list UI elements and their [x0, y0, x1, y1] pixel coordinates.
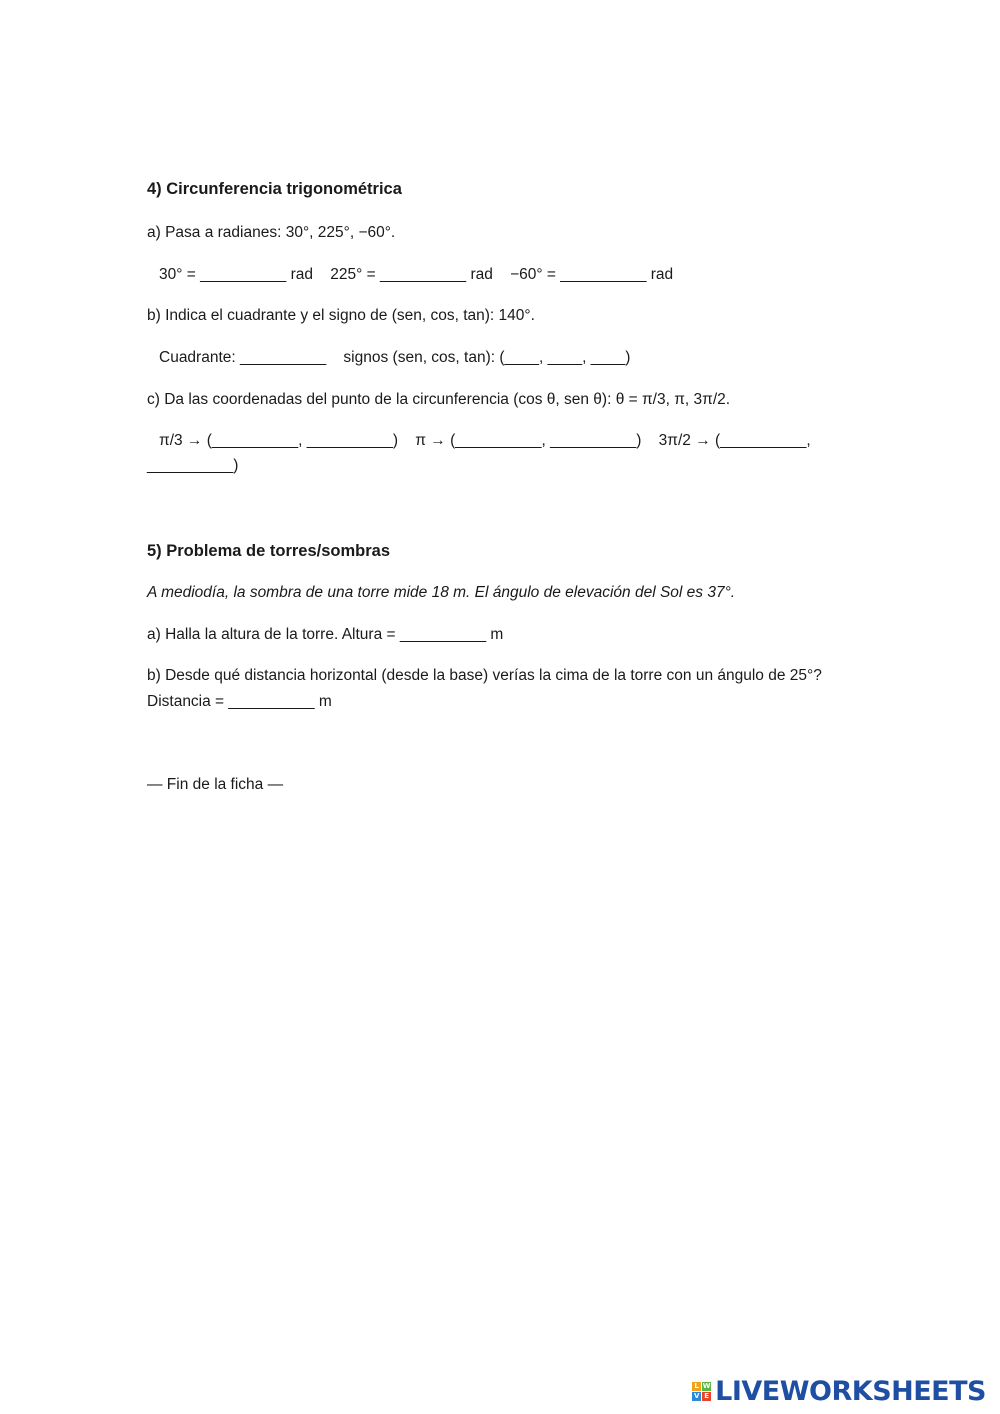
logo-grid-icon: [692, 1382, 711, 1401]
logo-wordmark: LIVEWORKSHEETS: [715, 1376, 986, 1407]
logo-tile: W: [702, 1382, 711, 1390]
section-4c-answer-line-1[interactable]: π/3 → (__________, __________) π → (__________, __________) 3π/2 → (__________,: [159, 432, 811, 449]
end-of-sheet-text: — Fin de la ficha —: [147, 776, 284, 793]
section-4b-prompt: b) Indica el cuadrante y el signo de (sen, cos, tan): 140°.: [147, 307, 535, 324]
section-4a-answer-line[interactable]: 30° = __________ rad 225° = __________ rad −60° = __________ rad: [159, 266, 674, 283]
logo-tile: V: [693, 1392, 700, 1400]
section-4-title: 4) Circunferencia trigonométrica: [147, 180, 402, 198]
section-4b-answer-line[interactable]: Cuadrante: __________ signos (sen, cos, tan): (____, ____, ____): [159, 349, 631, 366]
section-5a-question[interactable]: a) Halla la altura de la torre. Altura = __________ m: [147, 626, 504, 643]
liveworksheets-logo[interactable]: [692, 1376, 986, 1407]
section-5-title: 5) Problema de torres/sombras: [147, 542, 391, 560]
section-5-statement: A mediodía, la sombra de una torre mide 18 m. El ángulo de elevación del Sol es 37°.: [147, 584, 736, 601]
section-4c-answer-line-2[interactable]: __________): [147, 457, 239, 474]
section-4a-prompt: a) Pasa a radianes: 30°, 225°, −60°.: [147, 224, 396, 241]
logo-tile: E: [702, 1392, 711, 1401]
section-5b-question[interactable]: b) Desde qué distancia horizontal (desde la base) verías la cima de la torre con un ángulo de 25°? Distancia = __________ m: [147, 667, 822, 710]
logo-tile: L: [692, 1382, 701, 1391]
section-4c-prompt: c) Da las coordenadas del punto de la circunferencia (cos θ, sen θ): θ = π/3, π, 3π/2.: [147, 391, 731, 408]
